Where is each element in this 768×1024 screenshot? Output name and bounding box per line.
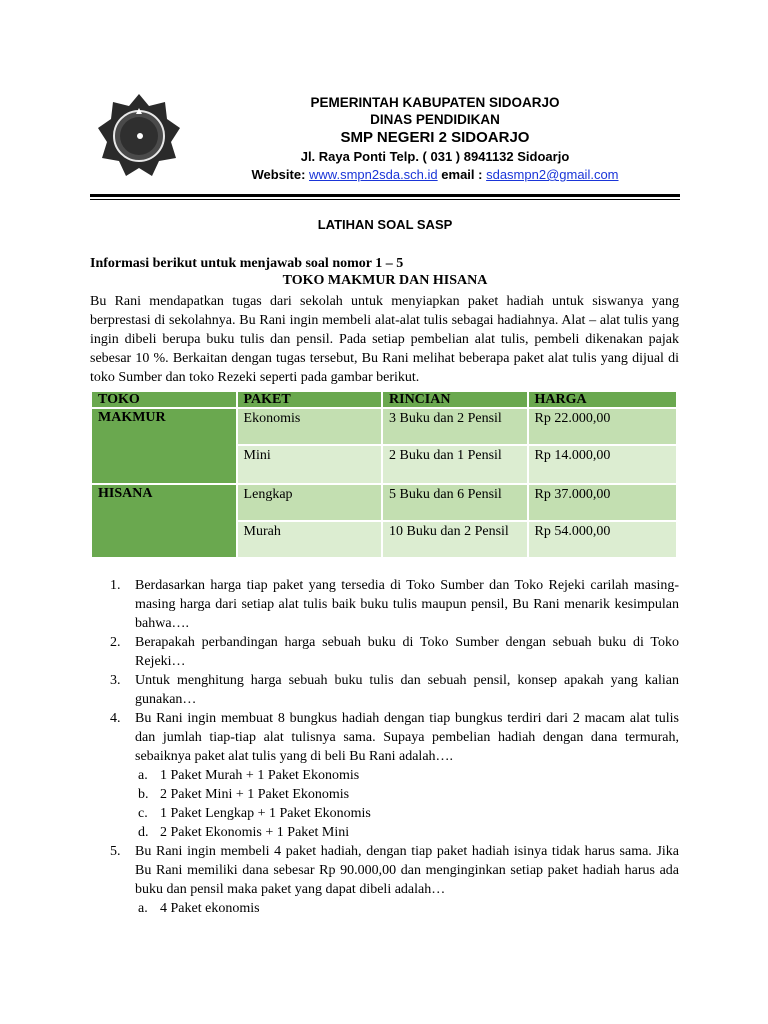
option-text: 1 Paket Murah + 1 Paket Ekonomis [160, 768, 360, 783]
answer-option [110, 804, 679, 823]
question-item [110, 842, 679, 899]
table-header-row [91, 391, 677, 408]
table-cell: Ekonomis [237, 408, 382, 445]
table-cell: 5 Buku dan 6 Pensil [382, 484, 528, 521]
column-header: TOKO [91, 391, 237, 408]
option-letter: d. [138, 825, 149, 840]
school-address: Jl. Raya Ponti Telp. ( 031 ) 8941132 Sidoarjo [300, 149, 570, 164]
department-name: DINAS PENDIDIKAN [370, 112, 500, 127]
table-row [91, 408, 677, 445]
question-text: Berdasarkan harga tiap paket yang tersedia di Toko Sumber dan Toko Rejeki carilah masing-masing harga dari setiap alat tulis baik buku tulis maupun pensil, Bu Rani menarik kesimpulan bahwa…. [135, 578, 679, 631]
option-text: 2 Paket Ekonomis + 1 Paket Mini [160, 825, 350, 840]
table-cell: Rp 22.000,00 [528, 408, 677, 445]
question-item [110, 633, 679, 671]
answer-option [110, 785, 679, 804]
government-name: PEMERINTAH KABUPATEN SIDOARJO [310, 95, 560, 110]
question-item [110, 576, 679, 633]
table-cell: Lengkap [237, 484, 382, 521]
question-text: Berapakah perbandingan harga sebuah buku di Toko Sumber dengan sebuah buku di Toko Rejeki… [135, 635, 679, 669]
table-cell: Rp 54.000,00 [528, 521, 677, 558]
column-header: HARGA [528, 391, 677, 408]
school-emblem-icon [96, 92, 182, 178]
header-divider-thick [90, 194, 680, 197]
website-link[interactable]: www.smpn2sda.sch.id [309, 167, 438, 182]
question-number: 3. [110, 673, 121, 688]
store-cell: MAKMUR [91, 408, 237, 484]
website-label: Website: [251, 167, 306, 182]
question-text: Bu Rani ingin membeli 4 paket hadiah, dengan tiap paket hadiah isinya tidak harus sama. Jika Bu Rani memiliki dana sebesar Rp 90.000,00 dan menginginkan setiap paket hadiah harus ada buku dan pensil maka paket yang dapat dibeli adalah… [135, 844, 679, 897]
question-text: Untuk menghitung harga sebuah buku tulis dan sebuah pensil, konsep apakah yang kalian gunakan… [135, 673, 679, 707]
column-header: PAKET [237, 391, 382, 408]
option-text: 2 Paket Mini + 1 Paket Ekonomis [160, 787, 350, 802]
question-item [110, 671, 679, 709]
question-list [110, 576, 679, 918]
column-header: RINCIAN [382, 391, 528, 408]
header-divider-thin [90, 199, 680, 200]
page-title: LATIHAN SOAL SASP [317, 217, 453, 232]
table-cell: Murah [237, 521, 382, 558]
question-number: 4. [110, 711, 121, 726]
option-text: 1 Paket Lengkap + 1 Paket Ekonomis [160, 806, 371, 821]
email-label: email : [441, 167, 483, 182]
package-table [90, 390, 678, 559]
question-number: 2. [110, 635, 121, 650]
question-number: 1. [110, 578, 121, 593]
story-paragraph: Bu Rani mendapatkan tugas dari sekolah untuk menyiapkan paket hadiah untuk siswanya yang berprestasi di sekolahnya. Bu Rani ingin membeli alat-alat tulis sebagai hadiahnya. Alat – alat tulis yang ingin dibeli berupa buku tulis dan pensil. Pada setiap pembelian alat tulis, pembeli dikenakan pajak sebesar 10 %. Berkaitan dengan tugas tersebut, Bu Rani melihat beberapa paket alat tulis yang dijual di toko Sumber dan toko Rezeki seperti pada gambar berikut. [90, 294, 679, 385]
table-cell: 3 Buku dan 2 Pensil [382, 408, 528, 445]
option-letter: a. [138, 768, 148, 783]
school-name: SMP NEGERI 2 SIDOARJO [340, 129, 530, 146]
store-cell: HISANA [91, 484, 237, 558]
option-letter: c. [138, 806, 148, 821]
question-text: Bu Rani ingin membuat 8 bungkus hadiah dengan tiap bungkus terdiri dari 2 macam alat tulis dan jumlah tiap-tiap alat tulisnya sama. Supaya pembelian hadiah dengan dana termurah, sebaiknya paket alat tulis yang di beli Bu Rani adalah…. [135, 711, 679, 764]
option-letter: b. [138, 787, 149, 802]
letterhead [200, 94, 670, 184]
answer-option [110, 899, 679, 918]
intro-text: Informasi berikut untuk menjawab soal nomor 1 – 5 [90, 256, 404, 271]
email-link[interactable]: sdasmpn2@gmail.com [486, 167, 619, 182]
section-title: TOKO MAKMUR DAN HISANA [282, 273, 488, 288]
table-cell: Rp 14.000,00 [528, 445, 677, 484]
question-number: 5. [110, 844, 121, 859]
contact-line [200, 166, 670, 184]
table-row [91, 484, 677, 521]
answer-option [110, 823, 679, 842]
option-letter: a. [138, 901, 148, 916]
option-text: 4 Paket ekonomis [160, 901, 260, 916]
answer-option [110, 766, 679, 785]
question-item [110, 709, 679, 766]
table-cell: 2 Buku dan 1 Pensil [382, 445, 528, 484]
table-cell: Rp 37.000,00 [528, 484, 677, 521]
table-cell: Mini [237, 445, 382, 484]
table-cell: 10 Buku dan 2 Pensil [382, 521, 528, 558]
